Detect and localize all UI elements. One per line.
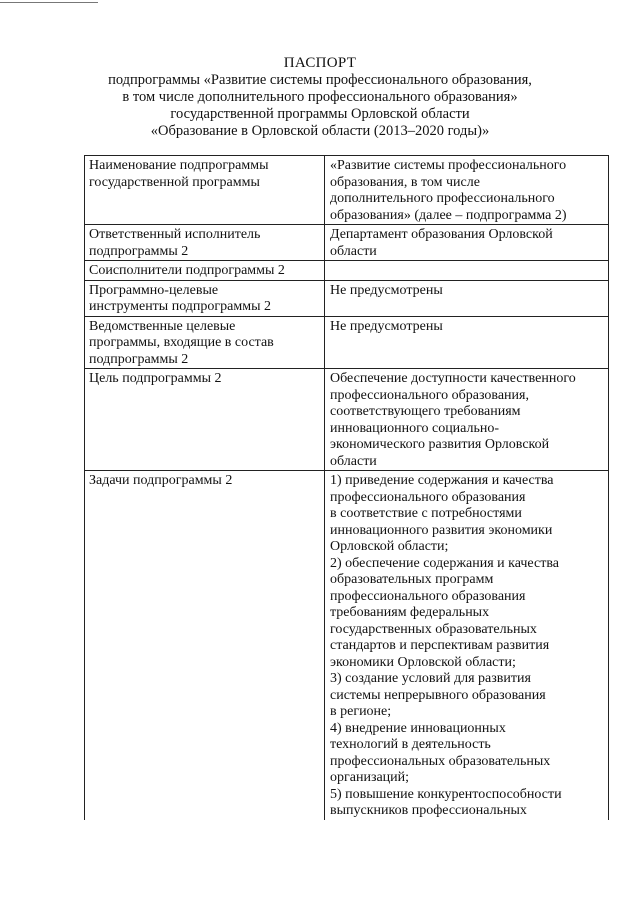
document-subtitle-line-2: в том числе дополнительного профессионального образования» [122, 89, 518, 105]
row-value-line: Орловской области; [330, 539, 449, 554]
row-value-line: 1) приведение содержания и качества [330, 473, 554, 488]
row-value-line: системы непрерывного образования [330, 687, 546, 703]
row-label-cell [85, 225, 325, 261]
row-value-cell [325, 156, 609, 225]
row-value-line: Не предусмотрены [330, 318, 443, 334]
table-row [85, 225, 609, 261]
row-value-line: 3) создание условий для развития [330, 671, 531, 686]
row-value-line: 2) обеспечение содержания и качества [330, 555, 559, 571]
row-value-line: инновационного развития экономики [330, 522, 553, 538]
row-value-line: образования» (далее – подпрограмма 2) [330, 207, 567, 223]
document-title: ПАСПОРТ [283, 55, 357, 71]
row-value-cell [325, 280, 609, 316]
row-label-cell [85, 471, 325, 820]
row-value-line: 4) внедрение инновационных [330, 720, 506, 736]
row-label-line: Цель подпрограммы 2 [89, 371, 222, 386]
row-value-line: стандартов и перспективам развития [330, 638, 550, 653]
row-value-line: «Развитие системы профессионального [330, 158, 567, 173]
row-label-line: Программно-целевые [89, 282, 219, 298]
row-value-line: профессионального образования, [330, 387, 529, 403]
table-row [85, 280, 609, 316]
row-value-cell [325, 261, 609, 281]
row-value-line: дополнительного профессионального [330, 191, 555, 206]
row-value-line: в соответствие с потребностями [330, 506, 522, 521]
row-value-line: в регионе; [330, 704, 392, 719]
scan-edge-mark [0, 2, 98, 3]
table-row [85, 369, 609, 471]
row-label-line: Наименование подпрограммы [89, 158, 269, 173]
row-value-line: области [330, 453, 377, 469]
row-value-cell [325, 225, 609, 261]
row-value-cell [325, 316, 609, 369]
row-label-line: Задачи подпрограммы 2 [89, 473, 233, 488]
row-value-line: требованиям федеральных [330, 605, 490, 620]
row-label-line: Соисполнители подпрограммы 2 [89, 263, 285, 278]
row-value-cell [325, 369, 609, 471]
row-label-line: Ведомственные целевые [89, 318, 236, 334]
row-value-line: области [330, 243, 377, 259]
row-value-line: профессиональных образовательных [330, 753, 551, 769]
row-label-line: государственной программы [89, 174, 260, 190]
row-value-line: 5) повышение конкурентоспособности [330, 786, 562, 802]
row-value-line: профессионального образования [330, 588, 526, 604]
row-label-line: Ответственный исполнитель [89, 227, 261, 242]
table-row [85, 471, 609, 820]
row-value-line: инновационного социально- [330, 420, 500, 436]
row-value-cell [325, 471, 609, 820]
row-value-line: выпускников профессиональных [330, 803, 527, 818]
row-value-line: Не предусмотрены [330, 282, 443, 298]
document-subtitle-line-4: «Образование в Орловской области (2013–2020 годы)» [150, 123, 490, 139]
row-value-line: образования, в том числе [330, 174, 480, 190]
row-value-line: Обеспечение доступности качественного [330, 371, 576, 386]
row-value-line: государственных образовательных [330, 621, 537, 637]
document-subtitle-line-1: подпрограммы «Развитие системы профессионального образования, [108, 72, 532, 88]
passport-table [84, 155, 609, 820]
row-label-cell [85, 156, 325, 225]
row-label-cell [85, 261, 325, 281]
table-row [85, 261, 609, 281]
row-value-line: профессионального образования [330, 489, 526, 505]
row-label-cell [85, 316, 325, 369]
row-value-line: организаций; [330, 770, 410, 785]
row-value-line: технологий в деятельность [330, 737, 491, 752]
row-value-line: экономики Орловской области; [330, 654, 516, 670]
row-label-cell [85, 369, 325, 471]
document-header [0, 54, 640, 140]
row-value-line: экономического развития Орловской [330, 437, 550, 452]
row-label-line: инструменты подпрограммы 2 [89, 299, 271, 314]
table-row [85, 316, 609, 369]
table-row [85, 156, 609, 225]
row-value-line: соответствующего требованиям [330, 404, 521, 419]
row-label-line: подпрограммы 2 [89, 243, 189, 259]
row-label-line: подпрограммы 2 [89, 351, 189, 367]
row-label-line: программы, входящие в состав [89, 335, 274, 350]
row-label-cell [85, 280, 325, 316]
row-value-line: образовательных программ [330, 572, 494, 587]
document-subtitle-line-3: государственной программы Орловской области [170, 106, 470, 122]
row-value-line: Департамент образования Орловской [330, 227, 553, 242]
